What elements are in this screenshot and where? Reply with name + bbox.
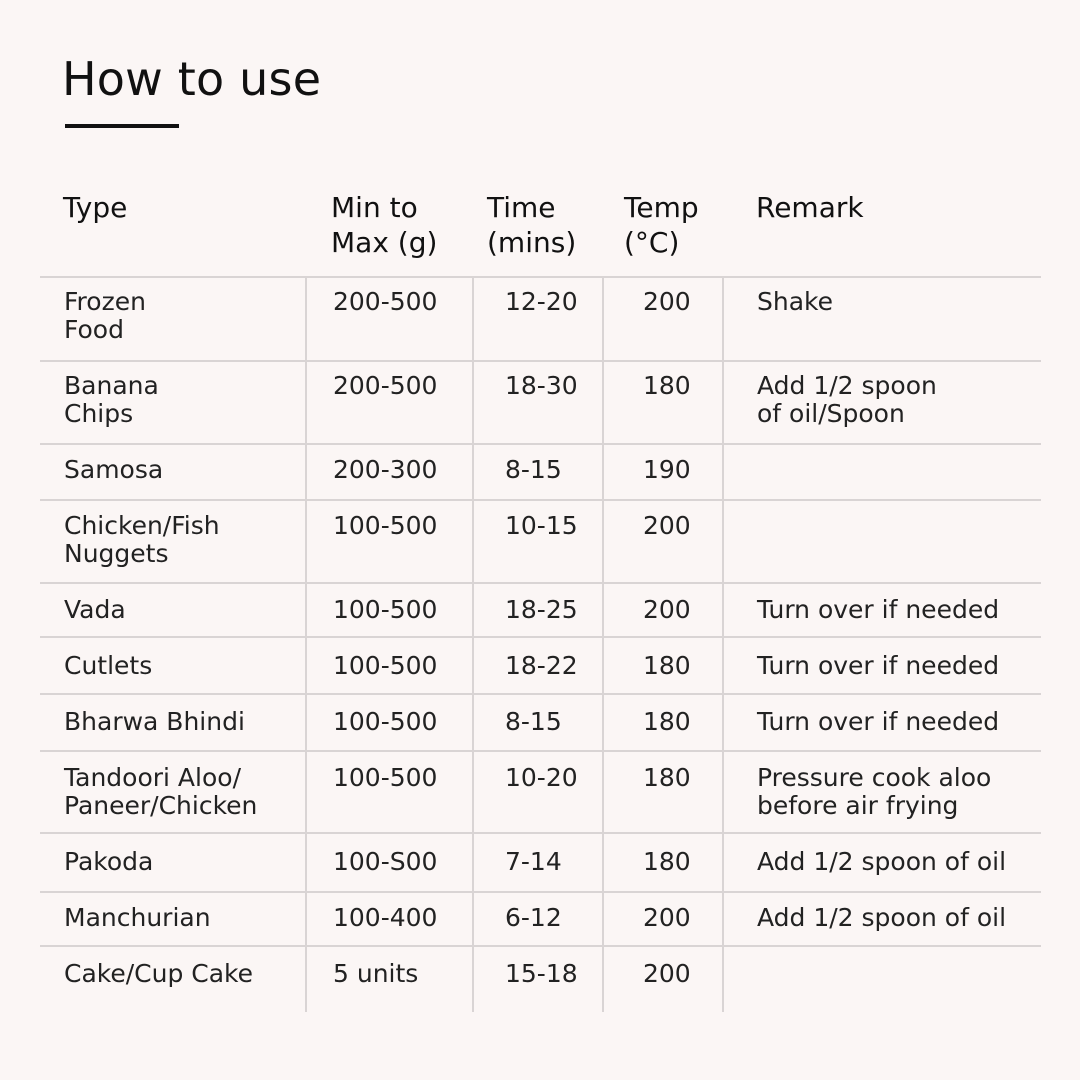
- cell-temp: 180: [643, 763, 691, 792]
- cell-remark: Add 1/2 spoon of oil: [757, 847, 1007, 876]
- cell-time: 7-14: [505, 847, 562, 876]
- row-divider: [40, 443, 1041, 445]
- cell-min-max: 200-500: [333, 287, 438, 316]
- header-remark: Remark: [756, 191, 864, 224]
- cell-type: Chicken/Fish Nuggets: [64, 511, 220, 568]
- cell-remark: Turn over if needed: [757, 651, 1000, 680]
- row-divider: [40, 276, 1041, 278]
- cell-min-max: 100-500: [333, 511, 438, 540]
- cell-remark: Add 1/2 spoon of oil/Spoon: [757, 371, 937, 428]
- header-temp: Temp (°C): [624, 191, 699, 259]
- cell-type: Manchurian: [64, 903, 211, 932]
- cell-temp: 200: [643, 959, 691, 988]
- row-divider: [40, 582, 1041, 584]
- cell-remark: Shake: [757, 287, 834, 316]
- cell-time: 8-15: [505, 455, 562, 484]
- cell-type: Pakoda: [64, 847, 154, 876]
- cell-time: 8-15: [505, 707, 562, 736]
- cell-time: 10-20: [505, 763, 578, 792]
- cell-type: Samosa: [64, 455, 164, 484]
- header-min-max: Min to Max (g): [331, 191, 438, 259]
- cell-min-max: 100-500: [333, 707, 438, 736]
- cell-type: Tandoori Aloo/ Paneer/Chicken: [64, 763, 258, 820]
- cell-min-max: 200-300: [333, 455, 438, 484]
- row-divider: [40, 693, 1041, 695]
- cell-type: Cake/Cup Cake: [64, 959, 254, 988]
- cell-type: Bharwa Bhindi: [64, 707, 245, 736]
- cell-min-max: 100-500: [333, 595, 438, 624]
- column-divider: [722, 278, 724, 1012]
- cell-time: 6-12: [505, 903, 562, 932]
- row-divider: [40, 750, 1041, 752]
- cell-time: 15-18: [505, 959, 578, 988]
- header-type: Type: [63, 191, 128, 224]
- cell-remark: Add 1/2 spoon of oil: [757, 903, 1007, 932]
- column-divider: [472, 278, 474, 1012]
- cell-min-max: 100-400: [333, 903, 438, 932]
- cell-min-max: 200-500: [333, 371, 438, 400]
- row-divider: [40, 945, 1041, 947]
- column-divider: [602, 278, 604, 1012]
- cell-min-max: 100-500: [333, 651, 438, 680]
- column-divider: [305, 278, 307, 1012]
- header-time: Time (mins): [487, 191, 577, 259]
- cell-temp: 180: [643, 651, 691, 680]
- cell-remark: Turn over if needed: [757, 595, 1000, 624]
- page-title: How to use: [62, 52, 322, 106]
- cell-type: Vada: [64, 595, 126, 624]
- cell-temp: 180: [643, 371, 691, 400]
- title-underline: [65, 124, 179, 128]
- cell-min-max: 5 units: [333, 959, 419, 988]
- cell-time: 12-20: [505, 287, 578, 316]
- cell-temp: 200: [643, 511, 691, 540]
- cell-temp: 190: [643, 455, 691, 484]
- row-divider: [40, 832, 1041, 834]
- row-divider: [40, 891, 1041, 893]
- cell-time: 18-22: [505, 651, 578, 680]
- cell-type: Frozen Food: [64, 287, 146, 344]
- cell-temp: 180: [643, 707, 691, 736]
- cell-remark: Turn over if needed: [757, 707, 1000, 736]
- cell-time: 18-30: [505, 371, 578, 400]
- cell-temp: 200: [643, 903, 691, 932]
- cell-temp: 200: [643, 595, 691, 624]
- row-divider: [40, 499, 1041, 501]
- cell-remark: Pressure cook aloo before air frying: [757, 763, 992, 820]
- cell-type: Banana Chips: [64, 371, 159, 428]
- cell-time: 10-15: [505, 511, 578, 540]
- cell-temp: 180: [643, 847, 691, 876]
- cell-time: 18-25: [505, 595, 578, 624]
- cell-min-max: 100-500: [333, 763, 438, 792]
- cell-temp: 200: [643, 287, 691, 316]
- cell-type: Cutlets: [64, 651, 153, 680]
- row-divider: [40, 360, 1041, 362]
- row-divider: [40, 636, 1041, 638]
- cell-min-max: 100-S00: [333, 847, 438, 876]
